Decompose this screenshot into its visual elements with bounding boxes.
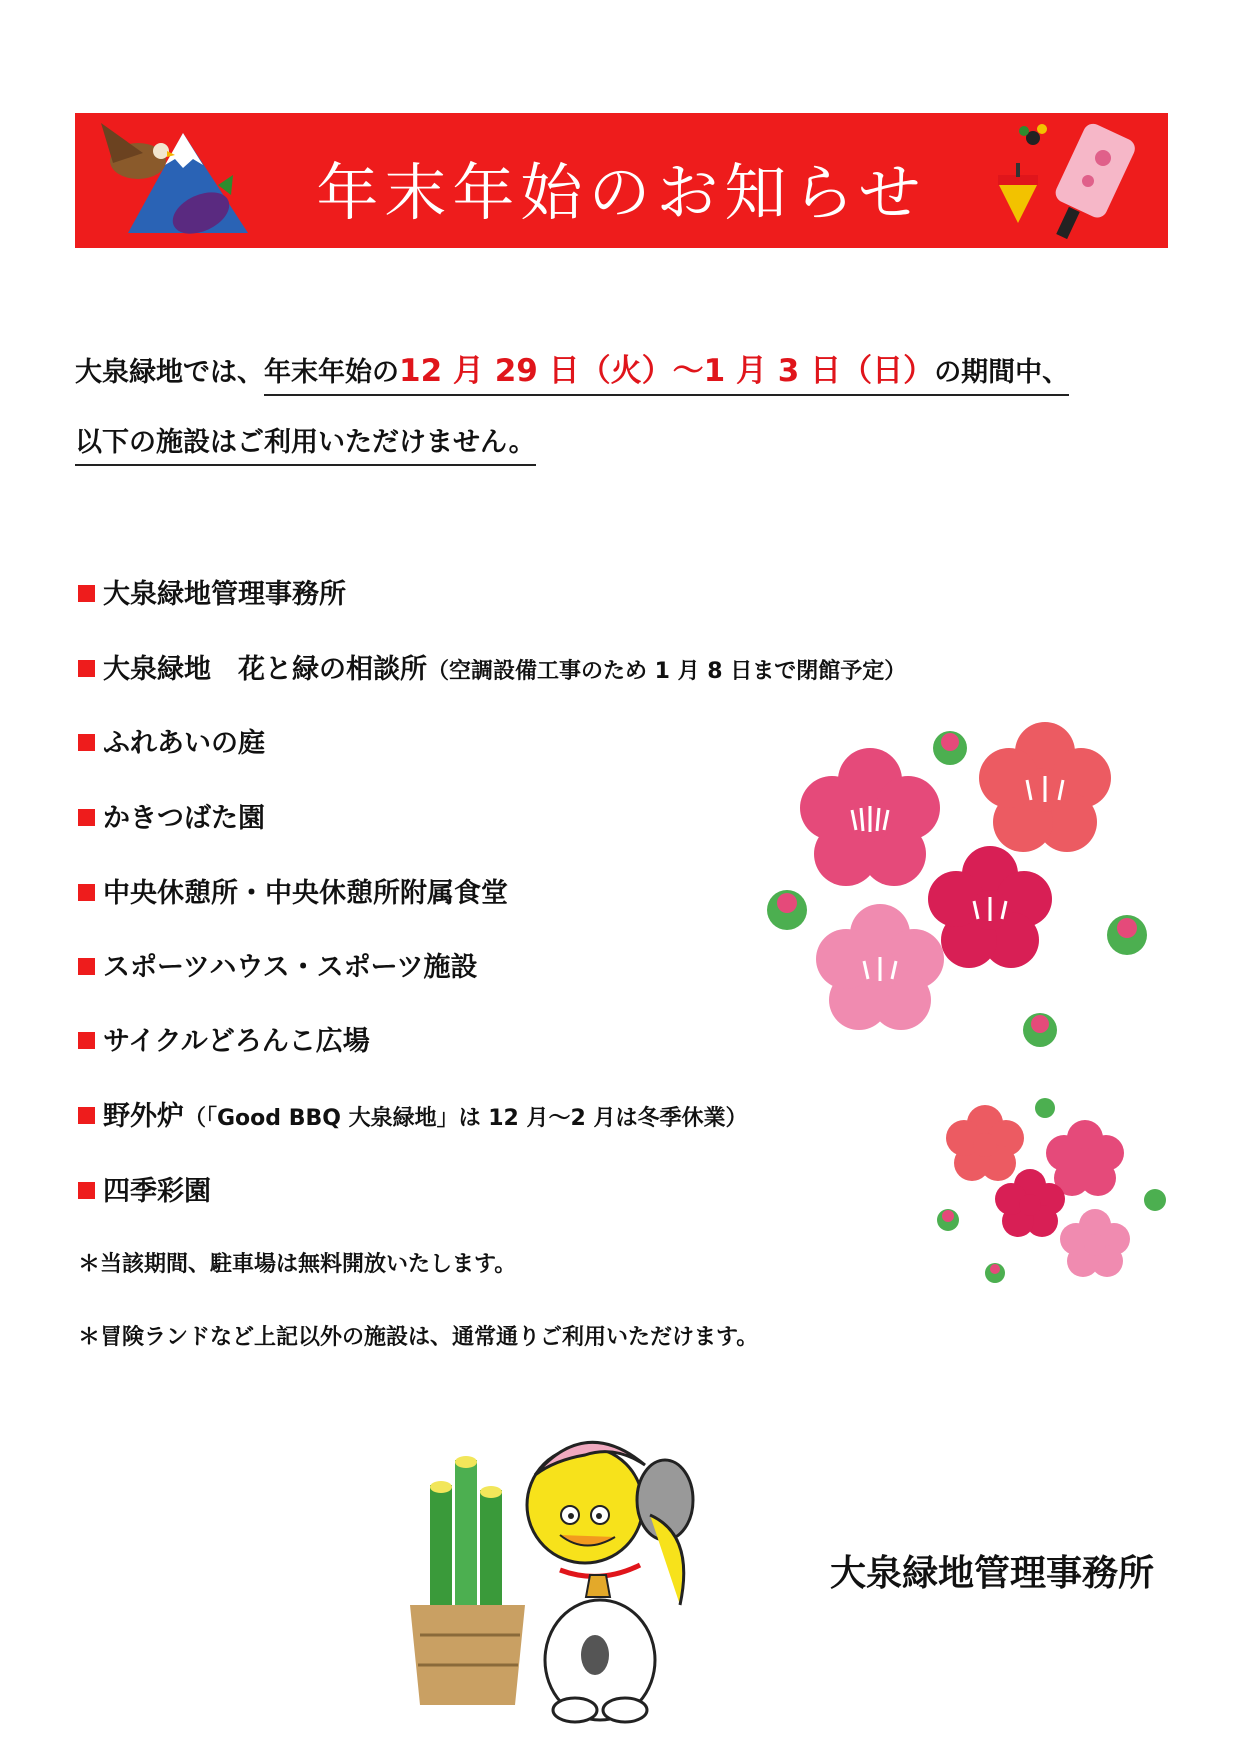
facility-name: サイクルどろんこ広場: [103, 1026, 370, 1057]
square-bullet-icon: [78, 585, 95, 602]
intro-line-2-text: 以下の施設はご利用いただけません。: [75, 427, 536, 466]
facility-item: [78, 1094, 748, 1133]
intro-line-2: [75, 420, 536, 459]
issuer-name: 大泉緑地管理事務所: [830, 1553, 1155, 1594]
facility-name: スポーツハウス・スポーツ施設: [103, 952, 478, 983]
spinning-top-icon: [998, 163, 1038, 223]
closure-period: [264, 353, 1070, 396]
square-bullet-icon: [78, 734, 95, 751]
square-bullet-icon: [78, 1182, 95, 1199]
hagoita-paddle-icon: [1052, 121, 1138, 240]
square-bullet-icon: [78, 660, 95, 677]
intro-line-1: [75, 345, 1069, 390]
new-year-toys-art: [988, 113, 1158, 248]
facility-item: [78, 1019, 370, 1058]
kadomatsu-icon: [410, 1456, 525, 1705]
facility-item: [78, 721, 265, 760]
facility-note: （空調設備工事のため 1 月 8 日まで閉館予定）: [427, 659, 907, 684]
closure-dates: 12 月 29 日（火）～1 月 3 日（日）: [399, 353, 935, 389]
facility-item: [78, 871, 508, 910]
plum-blossom-icon: [765, 720, 1165, 1065]
facility-item: [78, 647, 906, 686]
square-bullet-icon: [78, 1107, 95, 1124]
square-bullet-icon: [78, 809, 95, 826]
title-banner: [75, 113, 1168, 248]
mascot-character-icon: [527, 1442, 693, 1722]
intro-suffix: の期間中、: [934, 357, 1070, 388]
square-bullet-icon: [78, 884, 95, 901]
facility-item: [78, 572, 346, 611]
facility-name: 野外炉: [103, 1101, 184, 1132]
page-title: 年末年始のお知らせ: [316, 156, 927, 229]
parking-note: ＊当該期間、駐車場は無料開放いたします。: [78, 1252, 517, 1277]
facility-name: 大泉緑地管理事務所: [103, 579, 346, 610]
mascot-illustration: [410, 1405, 740, 1735]
intro-prefix: 大泉緑地では、: [75, 357, 264, 388]
facility-name: ふれあいの庭: [103, 728, 265, 759]
facility-name: 四季彩園: [103, 1176, 211, 1207]
facility-item: [78, 945, 478, 984]
facility-name: かきつばた園: [103, 803, 265, 834]
square-bullet-icon: [78, 1032, 95, 1049]
facility-name: 大泉緑地 花と緑の相談所: [103, 654, 427, 685]
intro-lead: 年末年始の: [264, 357, 399, 388]
facility-item: [78, 1169, 211, 1208]
facility-note: （「Good BBQ 大泉緑地」は 12 月～2 月は冬季休業）: [184, 1106, 748, 1131]
square-bullet-icon: [78, 958, 95, 975]
other-facilities-note: ＊冒険ランドなど上記以外の施設は、通常通りご利用いただけます。: [78, 1325, 759, 1350]
facility-item: [78, 796, 265, 835]
facility-name: 中央休憩所・中央休憩所附属食堂: [103, 878, 508, 909]
plum-blossom-icon: [930, 1090, 1170, 1300]
